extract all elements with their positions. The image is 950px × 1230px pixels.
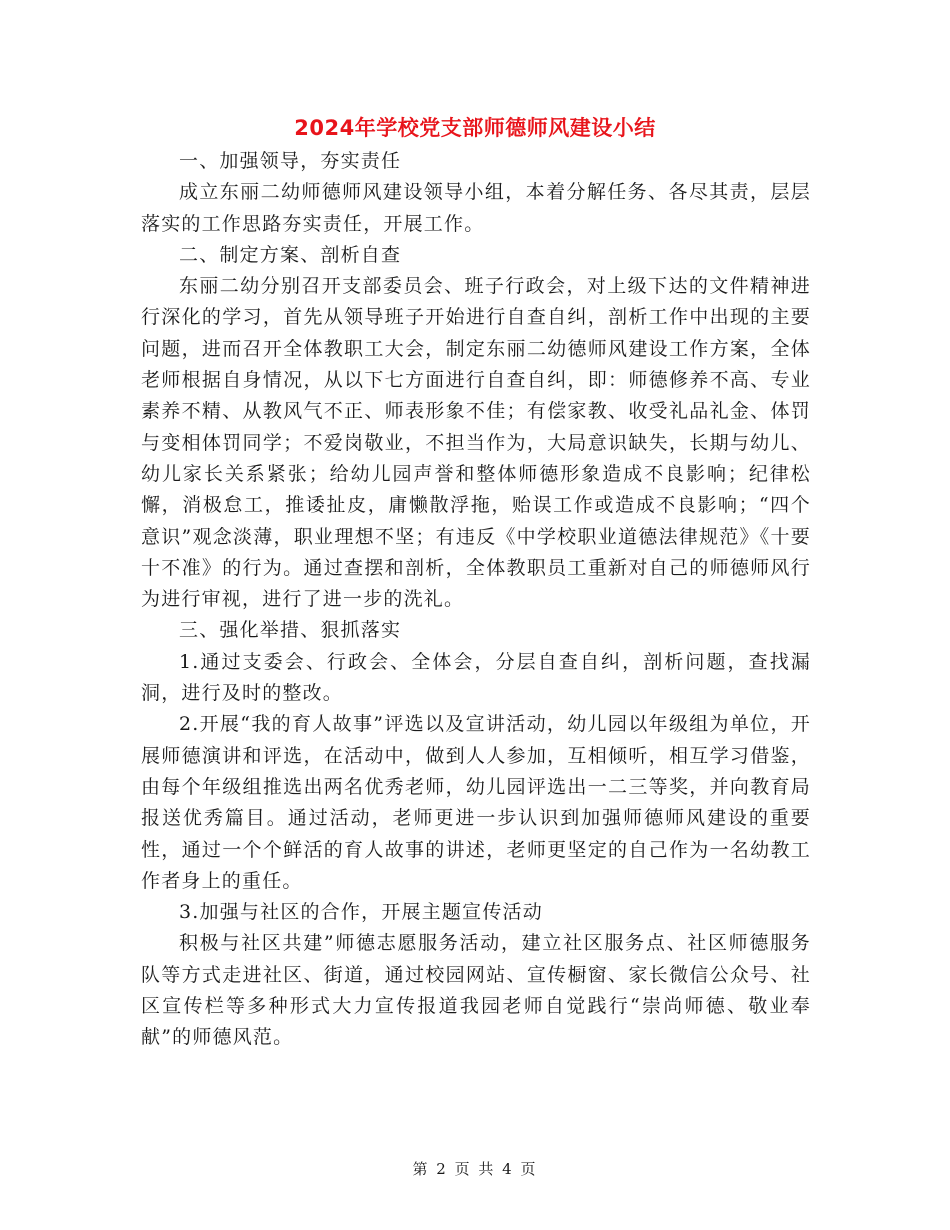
list-item: 2.开展“我的育人故事”评选以及宣讲活动，幼儿园以年级组为单位，开展师德演讲和评选，在活动中，做到人人参加，互相倾听，相互学习借鉴，由每个年级组推选出两名优秀老师，幼儿园评选出一二三等奖，并向教育局报送优秀篇目。通过活动，老师更进一步认识到加强师德师风建设的重要性，通过一个个鲜活的育人故事的讲述，老师更坚定的自己作为一名幼教工作者身上的重任。 (141, 713, 811, 892)
section-heading: 三、强化举措、狠抓落实 (179, 619, 402, 642)
section-heading: 一、加强领导，夯实责任 (179, 150, 402, 172)
page-number-footer: 第 2 页 共 4 页 (412, 1160, 538, 1178)
list-item: 3.加强与社区的合作，开展主题宣传活动 (179, 901, 543, 924)
section-heading: 二、制定方案、剖析自查 (179, 243, 402, 266)
document-body (141, 146, 811, 1054)
body-paragraph: 成立东丽二幼师德师风建设领导小组，本着分解任务、各尽其责，层层落实的工作思路夯实责任，开展工作。 (141, 181, 811, 235)
page-title: 2024年学校党支部师德师风建设小结 (294, 116, 656, 140)
list-item: 1.通过支委会、行政会、全体会，分层自查自纠，剖析问题，查找漏洞，进行及时的整改。 (141, 650, 811, 705)
body-paragraph: 积极与社区共建”师德志愿服务活动，建立社区服务点、社区师德服务队等方式走进社区、街道，通过校园网站、宣传橱窗、家长微信公众号、社区宣传栏等多种形式大力宣传报道我园老师自觉践行“崇尚师德、敬业奉献”的师德风范。 (141, 932, 811, 1049)
body-paragraph: 东丽二幼分别召开支部委员会、班子行政会，对上级下达的文件精神进行深化的学习，首先从领导班子开始进行自查自纠，剖析工作中出现的主要问题，进而召开全体教职工大会，制定东丽二幼德师风建设工作方案，全体老师根据自身情况，从以下七方面进行自查自纠，即：师德修养不高、专业素养不精、从教风气不正、师表形象不佳；有偿家教、收受礼品礼金、体罚与变相体罚同学；不爱岗敬业，不担当作为，大局意识缺失，长期与幼儿、幼儿家长关系紧张；给幼儿园声誉和整体师德形象造成不良影响；纪律松懈，消极怠工，推诿扯皮，庸懒散浮拖，贻误工作或造成不良影响；“四个意识”观念淡薄，职业理想不坚；有违反《中学校职业道德法律规范》《十要十不准》的行为。通过查摆和剖析，全体教职员工重新对自己的师德师风行为进行审视，进行了进一步的洗礼。 (141, 275, 811, 611)
